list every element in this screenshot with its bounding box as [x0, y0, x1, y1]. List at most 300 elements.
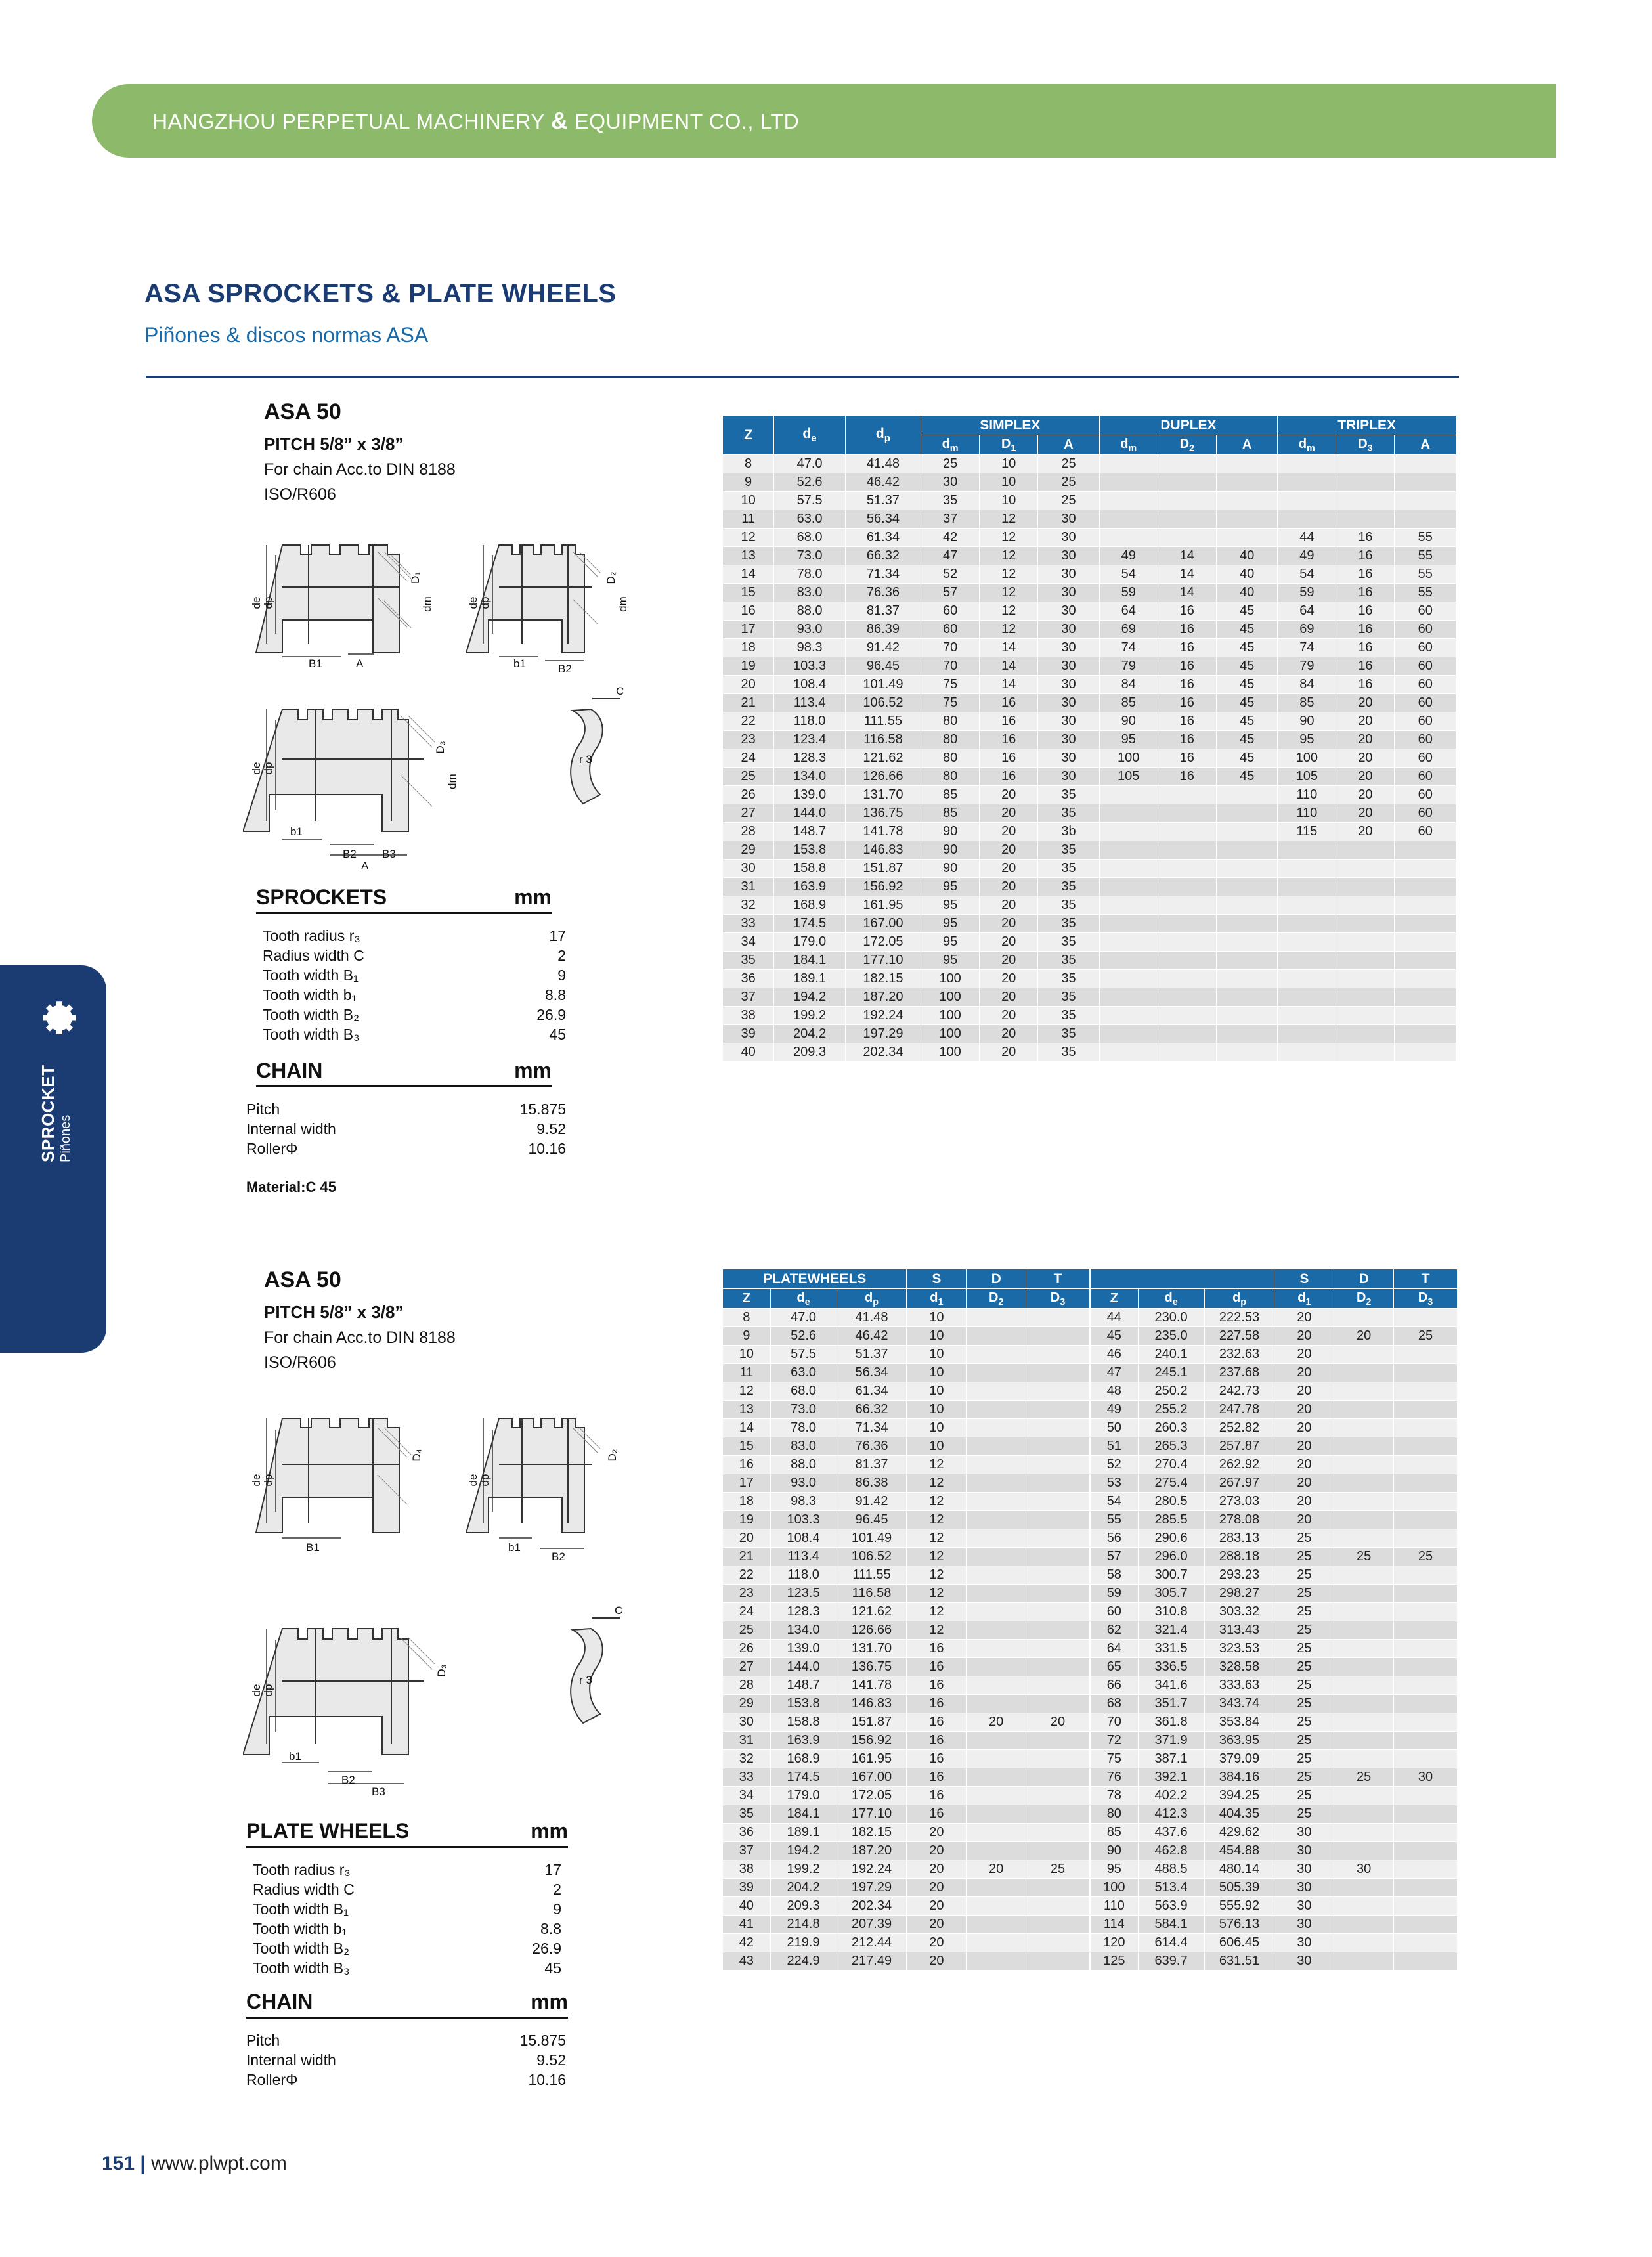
- table-row: [1091, 1750, 1458, 1768]
- table-cell: [1099, 492, 1158, 510]
- table-cell: [1394, 1695, 1458, 1713]
- table-cell: 12: [907, 1529, 967, 1548]
- spec-value: 17: [549, 927, 566, 944]
- table-cell: 313.43: [1204, 1621, 1274, 1640]
- table-cell: 50: [1091, 1419, 1139, 1437]
- table-cell: 363.95: [1204, 1732, 1274, 1750]
- table-body: [723, 1309, 1090, 1971]
- table-cell: 30: [1038, 712, 1099, 731]
- table-cell: 174.5: [770, 1768, 837, 1787]
- table-cell: 44: [1278, 529, 1336, 547]
- table-cell: 10: [980, 473, 1038, 492]
- table-cell: [1394, 1916, 1458, 1934]
- table-cell: 305.7: [1138, 1585, 1204, 1603]
- table-cell: 20: [907, 1879, 967, 1897]
- table-cell: 35: [1038, 804, 1099, 823]
- table-row: [1091, 1437, 1458, 1456]
- table-cell: 387.1: [1138, 1750, 1204, 1768]
- table-cell: 60: [1395, 731, 1456, 749]
- col-de: $d_e$: [774, 416, 846, 455]
- table-cell: 76.36: [837, 1437, 907, 1456]
- table-cell: 108.4: [770, 1529, 837, 1548]
- table-cell: 227.58: [1204, 1327, 1274, 1346]
- spec-value: 15.875: [519, 2032, 566, 2049]
- chain-spec-unit: mm: [514, 1059, 552, 1082]
- table-cell: 33: [723, 915, 774, 933]
- table-cell: 480.14: [1204, 1860, 1274, 1879]
- table-cell: 384.16: [1204, 1768, 1274, 1787]
- table-cell: 70: [921, 657, 980, 676]
- table-cell: 25: [1274, 1713, 1334, 1732]
- table-cell: 90: [1099, 712, 1158, 731]
- table-row: [723, 510, 1456, 529]
- table-cell: 300.7: [1138, 1566, 1204, 1585]
- table-cell: 52: [1091, 1456, 1139, 1474]
- spec-value: 17: [544, 1861, 561, 1878]
- table-cell: 8: [723, 455, 774, 473]
- table-cell: 30: [723, 1713, 771, 1732]
- table-cell: 100: [921, 1043, 980, 1062]
- table-cell: 156.92: [845, 878, 921, 896]
- table-cell: 26: [723, 786, 774, 804]
- table-cell: 20: [1336, 712, 1395, 731]
- table-cell: 96.45: [837, 1511, 907, 1529]
- table-cell: 18: [723, 1493, 771, 1511]
- table-cell: 35: [1038, 1007, 1099, 1025]
- table-cell: [967, 1879, 1026, 1897]
- table-cell: 576.13: [1204, 1916, 1274, 1934]
- table-cell: 28: [723, 823, 774, 841]
- spec-label: Tooth radius r₃: [263, 927, 360, 944]
- table-cell: [1026, 1566, 1090, 1585]
- table-cell: [1099, 841, 1158, 860]
- table-row: [723, 1548, 1090, 1566]
- table-cell: [1216, 841, 1277, 860]
- table-cell: 19: [723, 657, 774, 676]
- table-cell: 51.37: [845, 492, 921, 510]
- table-cell: 123.5: [770, 1585, 837, 1603]
- table-cell: 25: [1274, 1805, 1334, 1824]
- table-cell: 25: [1274, 1732, 1334, 1750]
- table-cell: [1394, 1750, 1458, 1768]
- table-cell: 55: [1395, 565, 1456, 584]
- table-cell: [1334, 1695, 1394, 1713]
- table-cell: [1394, 1346, 1458, 1364]
- table-row: [723, 860, 1456, 878]
- page-header-bar: [92, 84, 1556, 158]
- table-cell: 60: [1395, 639, 1456, 657]
- table-cell: 15: [723, 1437, 771, 1456]
- table-cell: 125: [1091, 1952, 1139, 1971]
- table-cell: 55: [1091, 1511, 1139, 1529]
- table-cell: 39: [723, 1025, 774, 1043]
- table-cell: 177.10: [845, 952, 921, 970]
- table-cell: 76.36: [845, 584, 921, 602]
- table-cell: 24: [723, 749, 774, 768]
- col-A-duplex: A: [1216, 435, 1277, 455]
- table-cell: [1336, 933, 1395, 952]
- col-Z: Z: [723, 416, 774, 455]
- spec-value: 45: [549, 1026, 566, 1043]
- table-cell: 189.1: [774, 970, 846, 988]
- spec-label: Tooth radius r₃: [253, 1861, 351, 1878]
- table-cell: [1026, 1824, 1090, 1842]
- table-cell: 237.68: [1204, 1364, 1274, 1382]
- table-cell: 331.5: [1138, 1640, 1204, 1658]
- sprocket-drawing-triplex: [243, 683, 729, 873]
- table-cell: 29: [723, 1695, 771, 1713]
- table-cell: [1216, 492, 1277, 510]
- table-row: [1091, 1585, 1458, 1603]
- table-cell: 20: [1274, 1474, 1334, 1493]
- table-cell: 19: [723, 1511, 771, 1529]
- spec-row: [246, 2070, 566, 2090]
- table-cell: [1394, 1309, 1458, 1327]
- chain-spec-header-bottom: [246, 1990, 568, 2019]
- table-cell: 60: [921, 602, 980, 621]
- table-cell: [1158, 933, 1216, 952]
- table-cell: 20: [907, 1952, 967, 1971]
- table-cell: 20: [980, 988, 1038, 1007]
- table-cell: 328.58: [1204, 1658, 1274, 1676]
- table-cell: 66: [1091, 1676, 1139, 1695]
- col-D1: $D_1$: [980, 435, 1038, 455]
- platewheels-spec-rows: [253, 1860, 561, 1978]
- table-cell: [1394, 1676, 1458, 1695]
- table-cell: [1216, 510, 1277, 529]
- table-cell: 12: [907, 1603, 967, 1621]
- table-cell: 83.0: [770, 1437, 837, 1456]
- table-cell: 16: [1336, 565, 1395, 584]
- table-cell: 93.0: [770, 1474, 837, 1493]
- table-row: [1091, 1916, 1458, 1934]
- table-cell: 100: [1278, 749, 1336, 768]
- table-cell: 35: [1038, 860, 1099, 878]
- dim-label-D1: D₁: [409, 571, 422, 584]
- table-cell: 90: [1278, 712, 1336, 731]
- table-cell: 192.24: [837, 1860, 907, 1879]
- table-cell: 12: [980, 621, 1038, 639]
- table-cell: 16: [1158, 639, 1216, 657]
- table-cell: 61.34: [845, 529, 921, 547]
- table-cell: 12: [907, 1548, 967, 1566]
- table-cell: [1099, 529, 1158, 547]
- col-D2: $D_2$: [1158, 435, 1216, 455]
- table-row: [723, 455, 1456, 473]
- table-cell: 126.66: [837, 1621, 907, 1640]
- table-row: [1091, 1327, 1458, 1346]
- table-cell: [1158, 970, 1216, 988]
- table-row: [723, 1768, 1090, 1787]
- table-cell: [967, 1566, 1026, 1585]
- table-row: [723, 621, 1456, 639]
- table-head: [723, 1269, 1090, 1309]
- table-cell: 20: [1274, 1437, 1334, 1456]
- table-cell: 151.87: [837, 1713, 907, 1732]
- col-A-triplex: A: [1395, 435, 1456, 455]
- table-cell: [1394, 1529, 1458, 1548]
- table-cell: 273.03: [1204, 1493, 1274, 1511]
- table-cell: [1334, 1897, 1394, 1916]
- table-cell: [1158, 988, 1216, 1007]
- table-row: [1091, 1309, 1458, 1327]
- table-cell: 58: [1091, 1566, 1139, 1585]
- group-T: T: [1394, 1269, 1458, 1289]
- table-cell: [1099, 878, 1158, 896]
- table-row: [723, 1585, 1090, 1603]
- table-cell: 24: [723, 1603, 771, 1621]
- table-cell: 172.05: [845, 933, 921, 952]
- table-cell: 56.34: [845, 510, 921, 529]
- table-cell: 14: [723, 565, 774, 584]
- platewheel-drawing-simplex-duplex: [243, 1399, 703, 1563]
- table-cell: 12: [907, 1474, 967, 1493]
- table-cell: [1395, 1025, 1456, 1043]
- col-dm-simplex: $d_m$: [921, 435, 980, 455]
- table-cell: 103.3: [774, 657, 846, 676]
- table-cell: 30: [1274, 1879, 1334, 1897]
- footer-url[interactable]: www.plwpt.com: [151, 2153, 287, 2174]
- table-cell: [1278, 860, 1336, 878]
- table-cell: [1334, 1566, 1394, 1585]
- table-cell: [967, 1419, 1026, 1437]
- table-cell: 20: [907, 1934, 967, 1952]
- table-cell: 12: [980, 547, 1038, 565]
- table-cell: 44: [1091, 1309, 1139, 1327]
- table-cell: 12: [980, 584, 1038, 602]
- table-cell: 174.5: [774, 915, 846, 933]
- spec-row: [263, 926, 566, 946]
- table-cell: 45: [1216, 621, 1277, 639]
- table-cell: 38: [723, 1860, 771, 1879]
- table-cell: [1026, 1603, 1090, 1621]
- spec-row: [253, 1860, 561, 1879]
- table-row: [723, 1456, 1090, 1474]
- table-cell: 110: [1278, 786, 1336, 804]
- table-cell: 20: [907, 1897, 967, 1916]
- table-cell: 20: [907, 1842, 967, 1860]
- table-cell: 631.51: [1204, 1952, 1274, 1971]
- table-cell: 78.0: [774, 565, 846, 584]
- table-cell: 30: [921, 473, 980, 492]
- table-cell: 20: [980, 970, 1038, 988]
- col-D3: $D_3$: [1394, 1289, 1458, 1309]
- table-cell: 90: [921, 841, 980, 860]
- table-cell: 40: [723, 1897, 771, 1916]
- table-cell: 12: [980, 602, 1038, 621]
- table-cell: 194.2: [770, 1842, 837, 1860]
- table-row: [723, 804, 1456, 823]
- page-footer: [102, 2153, 287, 2175]
- table-cell: 100: [1099, 749, 1158, 768]
- table-cell: 12: [907, 1493, 967, 1511]
- table-cell: 60: [1395, 694, 1456, 712]
- table-cell: [1216, 896, 1277, 915]
- table-cell: 184.1: [770, 1805, 837, 1824]
- table-cell: 49: [1099, 547, 1158, 565]
- table-cell: [1216, 878, 1277, 896]
- table-row: [723, 1676, 1090, 1695]
- table-cell: 163.9: [770, 1732, 837, 1750]
- table-cell: [1394, 1952, 1458, 1971]
- table-cell: 116.58: [845, 731, 921, 749]
- table-cell: 20: [1274, 1382, 1334, 1401]
- table-cell: 194.2: [774, 988, 846, 1007]
- table-cell: [1026, 1768, 1090, 1787]
- table-cell: 16: [907, 1658, 967, 1676]
- table-cell: 95: [1091, 1860, 1139, 1879]
- table-cell: 68: [1091, 1695, 1139, 1713]
- table-cell: 54: [1278, 565, 1336, 584]
- spec-value: 9.52: [536, 1120, 566, 1137]
- table-cell: [1278, 1007, 1336, 1025]
- table-cell: 71.34: [837, 1419, 907, 1437]
- table-cell: [1334, 1364, 1394, 1382]
- col-Z: Z: [1091, 1289, 1139, 1309]
- table-cell: 151.87: [845, 860, 921, 878]
- table-cell: 14: [723, 1419, 771, 1437]
- col-d1: $d_1$: [907, 1289, 967, 1309]
- table-cell: 20: [1274, 1309, 1334, 1327]
- table-head: [723, 416, 1456, 455]
- table-cell: [1099, 896, 1158, 915]
- table-row: [723, 694, 1456, 712]
- table-cell: 18: [723, 639, 774, 657]
- table-cell: 86.38: [837, 1474, 907, 1493]
- table-cell: 84: [1099, 676, 1158, 694]
- table-cell: 120: [1091, 1934, 1139, 1952]
- table-cell: 56: [1091, 1529, 1139, 1548]
- table-cell: [1216, 529, 1277, 547]
- dim-label-B3-2: B3: [372, 1786, 385, 1798]
- table-cell: 36: [723, 970, 774, 988]
- table-cell: [967, 1768, 1026, 1787]
- table-cell: 57.5: [774, 492, 846, 510]
- table-cell: 25: [1274, 1768, 1334, 1787]
- table-cell: 12: [980, 565, 1038, 584]
- spec-value: 8.8: [540, 1920, 561, 1937]
- table-cell: 10: [907, 1419, 967, 1437]
- table-cell: [1026, 1456, 1090, 1474]
- table-cell: [1099, 510, 1158, 529]
- table-cell: 16: [907, 1768, 967, 1787]
- col-dp: $d_p$: [1204, 1289, 1274, 1309]
- table-cell: 16: [1158, 712, 1216, 731]
- table-row: [723, 1493, 1090, 1511]
- table-cell: [1026, 1934, 1090, 1952]
- table-cell: [967, 1364, 1026, 1382]
- table-cell: 30: [1038, 584, 1099, 602]
- table-cell: 26: [723, 1640, 771, 1658]
- table-cell: 63.0: [770, 1364, 837, 1382]
- table-cell: 606.45: [1204, 1934, 1274, 1952]
- table-cell: [1026, 1346, 1090, 1364]
- table-cell: 73.0: [774, 547, 846, 565]
- table-cell: 25: [1394, 1548, 1458, 1566]
- table-cell: 37: [723, 1842, 771, 1860]
- table-cell: 21: [723, 1548, 771, 1566]
- table-cell: 35: [1038, 841, 1099, 860]
- table-cell: [1026, 1364, 1090, 1382]
- asa50-sprocket-info: [264, 399, 540, 504]
- table-cell: [1394, 1897, 1458, 1916]
- table-cell: 20: [1274, 1346, 1334, 1364]
- table-cell: [1334, 1934, 1394, 1952]
- table-row: [1091, 1346, 1458, 1364]
- table-row: [723, 639, 1456, 657]
- table-cell: 14: [980, 657, 1038, 676]
- table-cell: 429.62: [1204, 1824, 1274, 1842]
- table-cell: 60: [1395, 823, 1456, 841]
- table-cell: [1026, 1676, 1090, 1695]
- table-cell: [1216, 860, 1277, 878]
- asa50-platewheel-chain-std: For chain Acc.to DIN 8188: [264, 1328, 456, 1347]
- table-cell: 68.0: [774, 529, 846, 547]
- table-cell: 184.1: [774, 952, 846, 970]
- asa50-sprocket-chain-std: For chain Acc.to DIN 8188: [264, 460, 456, 479]
- table-cell: [1395, 988, 1456, 1007]
- table-cell: 46.42: [837, 1327, 907, 1346]
- table-row: [1091, 1603, 1458, 1621]
- table-cell: 79: [1278, 657, 1336, 676]
- table-cell: [1099, 823, 1158, 841]
- table-cell: 33: [723, 1768, 771, 1787]
- table-cell: 34: [723, 1787, 771, 1805]
- table-cell: [1099, 473, 1158, 492]
- table-cell: 172.05: [837, 1787, 907, 1805]
- table-cell: [1334, 1842, 1394, 1860]
- spec-value: 8.8: [545, 986, 566, 1003]
- dim-label-B3: B3: [382, 848, 396, 860]
- table-cell: 25: [1274, 1548, 1334, 1566]
- dim-label-dp-5: dp: [479, 1474, 491, 1487]
- spec-label: Tooth width B₁: [263, 967, 359, 984]
- table-cell: 20: [980, 841, 1038, 860]
- table-cell: 43: [723, 1952, 771, 1971]
- table-cell: [1336, 455, 1395, 473]
- col-dp: $d_p$: [837, 1289, 907, 1309]
- spec-label: Radius width C: [263, 947, 364, 964]
- table-cell: [1026, 1309, 1090, 1327]
- spec-row: [263, 965, 566, 985]
- table-cell: 199.2: [770, 1860, 837, 1879]
- table-cell: 93.0: [774, 621, 846, 639]
- table-cell: 105: [1099, 768, 1158, 786]
- table-cell: 25: [1274, 1585, 1334, 1603]
- table-cell: 392.1: [1138, 1768, 1204, 1787]
- table-cell: 199.2: [774, 1007, 846, 1025]
- table-cell: 20: [723, 676, 774, 694]
- table-cell: 16: [1158, 749, 1216, 768]
- table-cell: 255.2: [1138, 1401, 1204, 1419]
- table-row: [1091, 1658, 1458, 1676]
- table-cell: 46: [1091, 1346, 1139, 1364]
- table-cell: [1334, 1640, 1394, 1658]
- table-cell: [1099, 860, 1158, 878]
- table-cell: [1158, 860, 1216, 878]
- table-cell: 59: [1278, 584, 1336, 602]
- table-cell: 219.9: [770, 1934, 837, 1952]
- table-cell: 20: [980, 860, 1038, 878]
- table-cell: 69: [1278, 621, 1336, 639]
- table-cell: 14: [1158, 584, 1216, 602]
- spec-row: [263, 946, 566, 965]
- spec-row: [253, 1958, 561, 1978]
- table-row: [723, 1824, 1090, 1842]
- table-cell: 16: [723, 1456, 771, 1474]
- platewheels-spec-unit: mm: [531, 1819, 568, 1843]
- table-cell: [967, 1916, 1026, 1934]
